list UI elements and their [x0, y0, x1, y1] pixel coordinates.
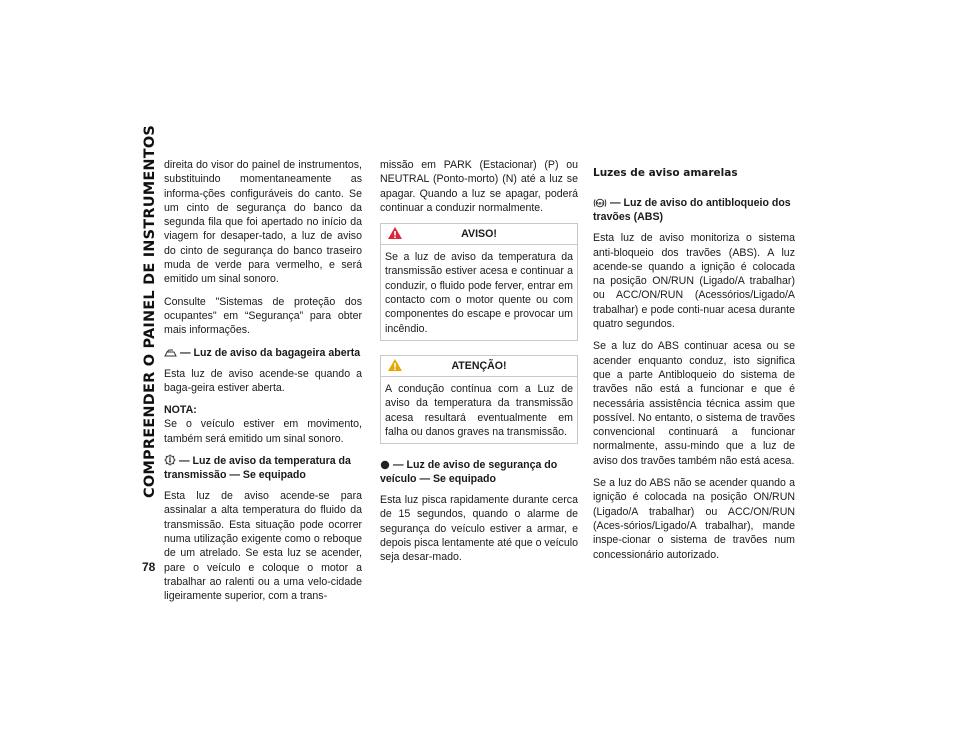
paragraph: Se a luz do ABS continuar acesa ou se acender enquanto conduz, isto significa que a parte Antibloqueio do sistema de travões não está a funcionar e que é necessária assistência técnica assim que possível. No entanto, o sistema de travões convencional continuará a funcionar normalmente, assu-mindo que a luz de aviso dos travões também não está acesa.: [593, 340, 795, 467]
warning-box: [380, 223, 578, 341]
warning-triangle-icon: [387, 226, 403, 240]
paragraph: Esta luz de aviso acende-se quando a baga-geira estiver aberta.: [164, 367, 362, 394]
column-1: [164, 158, 362, 611]
paragraph: Esta luz de aviso monitoriza o sistema anti-bloqueio dos travões (ABS). A luz acende-se quando a ignição é colocada na posição ON/RUN (Ligado/A trabalhar) ou ACC/ON/RUN (Acessórios/Ligado/A trabalhar) e pode conti-nuar acesa durante quatro segundos.: [593, 232, 795, 331]
paragraph: Se a luz do ABS não se acender quando a ignição é colocada na posição ON/RUN (Ligado/A trabalhar) ou ACC/ON/RUN (Aces-sórios/Ligado/A trabalhar), mande inspe-cionar o sistema de travões num concessionário autorizado.: [593, 477, 795, 561]
page-number: 78: [142, 560, 156, 574]
heading-vehicle-security: [380, 458, 578, 486]
section-title: Luzes de aviso amarelas: [593, 167, 738, 179]
transmission-temperature-icon: [164, 454, 176, 466]
svg-text:ABS: ABS: [595, 201, 605, 206]
heading-abs: [593, 196, 795, 224]
chapter-title: COMPREENDER O PAINEL DE INSTRUMENTOS: [142, 124, 158, 498]
heading-text: — Luz de aviso da temperatura da transmissão — Se equipado: [164, 455, 351, 482]
heading-text: — Luz de aviso do antibloqueio dos travões (ABS): [593, 197, 791, 224]
warning-header: [381, 224, 577, 245]
heading-text: — Luz de aviso de segurança do veículo — Se equipado: [380, 459, 558, 486]
paragraph: direita do visor do painel de instrumentos, substituindo momentaneamente as informa-ções configuráveis do canto. Se um cinto de segurança do banco da segunda fila que foi apertado no início da viagem for desaper-tado, a luz de aviso do cinto de segurança do banco traseiro muda de verde para vermelho, e será emitido um sinal sonoro.: [164, 159, 362, 286]
heading-text: — Luz de aviso da bagageira aberta: [180, 346, 361, 359]
paragraph: missão em PARK (Estacionar) (P) ou NEUTRAL (Ponto-morto) (N) até a luz se apagar. Quando a luz se apagar, poderá continuar a conduzir normalmente.: [380, 159, 578, 214]
paragraph: Esta luz pisca rapidamente durante cerca de 15 segundos, quando o alarme de segurança do veículo estiver a armar, e depois pisca lentamente até que o veículo seja desar-mado.: [380, 494, 578, 564]
paragraph: Consulte "Sistemas de proteção dos ocupantes" em “Segurança” para obter mais informações.: [164, 295, 362, 337]
caution-header: [381, 356, 577, 377]
note-label: NOTA:: [164, 404, 197, 417]
column-2: [380, 158, 578, 573]
heading-transmission-temp: [164, 454, 362, 482]
caution-triangle-icon: [387, 358, 403, 372]
caution-title: ATENÇÃO!: [451, 359, 507, 372]
caution-text: A condução contínua com a Luz de aviso da temperatura da transmissão acesa resultará eventualmente em falha ou danos graves na transmissão.: [385, 382, 573, 438]
note-text: Se o veículo estiver em movimento, também será emitido um sinal sonoro.: [164, 418, 362, 445]
abs-icon: [593, 198, 607, 208]
warning-text: Se a luz de aviso da temperatura da transmissão estiver acesa e continuar a conduzir, o fluido pode ferver, entrar em contacto com o motor quente ou com componentes do escape e provocar um incêndio.: [385, 251, 573, 335]
heading-trunk-open: [164, 346, 362, 360]
paragraph: Esta luz de aviso acende-se para assinalar a alta temperatura do fluido da transmissão. Esta situação pode ocorrer numa utilização exigente como o reboque de um atrelado. Se esta luz se acender, pare o veículo e coloque o motor a trabalhar ao ralenti ou a uma velo-cidade ligeiramente superior, com a trans-: [164, 490, 362, 603]
column-3: [593, 158, 795, 570]
warning-title: AVISO!: [461, 228, 497, 241]
chapter-sidebar: [138, 124, 162, 498]
caution-box: [380, 355, 578, 444]
vehicle-security-icon: [380, 460, 390, 470]
trunk-open-icon: [164, 349, 177, 358]
